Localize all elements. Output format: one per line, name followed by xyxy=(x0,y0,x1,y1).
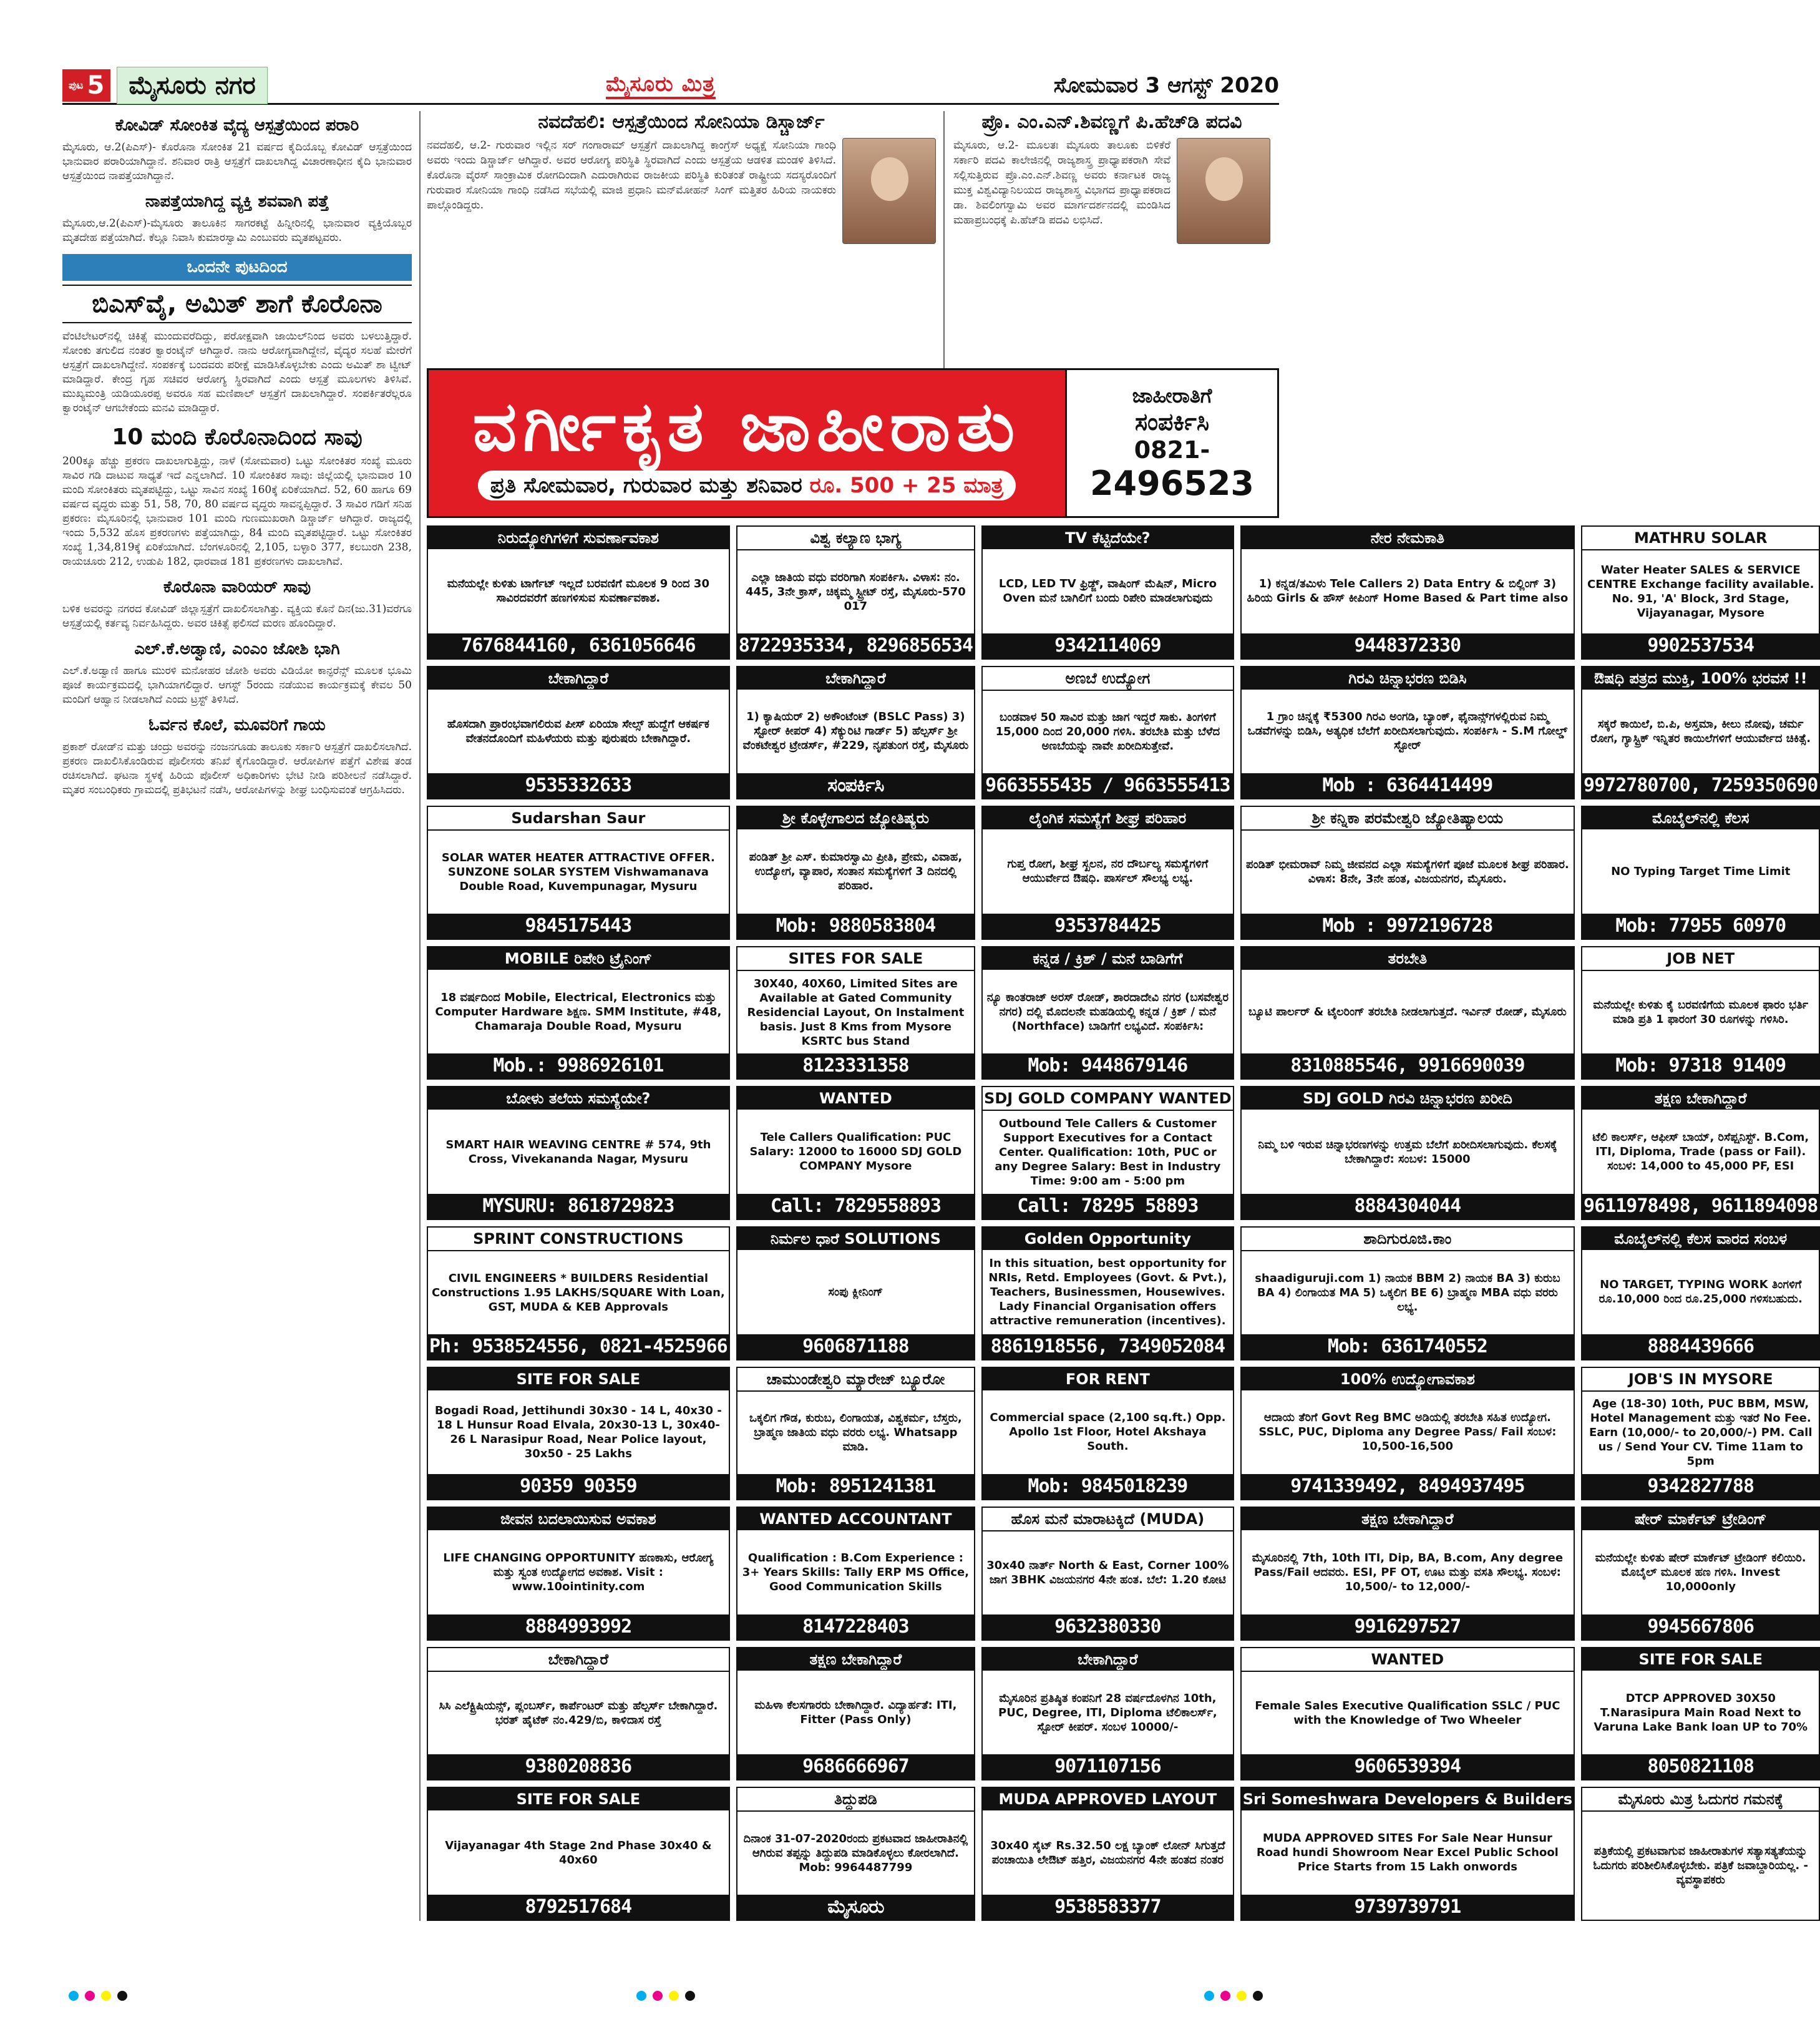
ad-phone: Mob: 9448679146 xyxy=(983,1053,1233,1078)
ad-title: SDJ GOLD ಗಿರವಿ ಚಿನ್ನಾಭರಣ ಖರೀದಿ xyxy=(1242,1087,1574,1110)
classified-ad xyxy=(981,806,1234,940)
ad-body: Outbound Tele Callers & Customer Support Executives for a Contact Center. Qualification: 10th, PUC or any Degree Salary: Best in Industry Time: 9:00 am - 5:00 pm xyxy=(995,1117,1221,1188)
classified-ad xyxy=(736,525,975,660)
classified-ad xyxy=(981,1507,1234,1641)
ad-title: ವಿಶ್ವ ಕಲ್ಯಾಣ ಭಾಗ್ಯ xyxy=(737,527,974,550)
ad-phone: 9353784425 xyxy=(983,914,1233,939)
ad-title: ನಿರುದ್ಯೋಗಿಗಳಿಗೆ ಸುವರ್ಣಾವಕಾಶ xyxy=(428,527,729,549)
classified-ad xyxy=(427,1787,730,1921)
classified-ad xyxy=(1240,806,1575,940)
ad-body: ಮಹಿಳಾ ಕೆಲಸಗಾರರು ಬೇಕಾಗಿದ್ದಾರೆ. ವಿದ್ಯಾರ್ಹತೆ: ITI, Fitter (Pass Only) xyxy=(754,1699,957,1727)
story-text: ಮೈಸೂರು, ಆ.2- ಮೂಲತಃ ಮೈಸೂರು ತಾಲೂಕು ಬಿಳಿಕೆರೆ ಸರ್ಕಾರಿ ಪದವಿ ಕಾಲೇಜಿನಲ್ಲಿ ರಾಜ್ಯಶಾಸ್ತ್ರ ಪ್ರಾಧ್ಯಾಪಕರಾಗಿ ಸೇವೆ ಸಲ್ಲಿಸುತ್ತಿರುವ ಪ್ರೊ.ಎಂ.ಎನ್.ಶಿವಣ್ಣ ಅವರು ಕರ್ನಾಟಕ ರಾಜ್ಯ ಮುಕ್ತ ವಿಶ್ವವಿದ್ಯಾನಿಲಯದ ರಾಜ್ಯಶಾಸ್ತ್ರ ವಿಭಾಗದ ಪ್ರಾಧ್ಯಾಪಕರಾದ ಡಾ. ಶಿವಲಿಂಗಸ್ವಾಮಿ ಅವರ ಮಾರ್ಗದರ್ಶನದಲ್ಲಿ ಮಂಡಿಸಿದ ಮಹಾಪ್ರಬಂಧಕ್ಕೆ ಪಿ.ಹೆಚ್‌ಡಿ ಪದವಿ ಲಭಿಸಿದೆ. xyxy=(953,139,1170,227)
classified-ad xyxy=(427,1086,730,1220)
story-text: ಮೈಸೂರು,ಆ.2(ಪಿಎಸ್)-ಮೈಸೂರು ತಾಲೂಕಿನ ಸಾಗರಕಟ್ಟೆ ಹಿನ್ನೀರಿನಲ್ಲಿ ಭಾನುವಾರ ವ್ಯಕ್ತಿಯೊಬ್ಬರ ಮೃತದೇಹ ಪತ್ತೆಯಾಗಿದೆ. ಕೆಲ್ಲೂ ನಿವಾಸಿ ಕುಮಾರಸ್ವಾಮಿ ಎಂಬುವರು ಮೃತಪಟ್ಟವರು. xyxy=(62,217,412,244)
ad-title: ಗಿರವಿ ಚಿನ್ನಾಭರಣ ಬಿಡಿಸಿ xyxy=(1242,667,1574,690)
ad-phone: 7676844160, 6361056646 xyxy=(428,633,729,658)
ad-title: SITE FOR SALE xyxy=(1582,1648,1819,1671)
classified-ad xyxy=(1581,1086,1820,1220)
ad-body: Water Heater SALES & SERVICE CENTRE Exchange facility available. No. 91, 'A' Block, 3rd Stage, Vijayanagar, Mysore xyxy=(1587,564,1814,620)
story-text: ಮೈಸೂರು, ಆ.2(ಪಿಎಸ್)- ಕೊರೊನಾ ಸೋಂಕಿತ 21 ವರ್ಷದ ಕೈದಿಯೊಬ್ಬ ಕೋವಿಡ್ ಆಸ್ಪತ್ರೆಯಿಂದ ಭಾನುವಾರ ಪರಾರಿಯಾಗಿದ್ದಾನೆ. ಶನಿವಾರ ರಾತ್ರಿ ಆಸ್ಪತ್ರೆಗೆ ದಾಖಲಾಗಿದ್ದ ವಿಚಾರಣಾಧೀನ ಕೈದಿ ಭಾನುವಾರ ಆಸ್ಪತ್ರೆಯಿಂದ ನಾಪತ್ತೆಯಾಗಿದ್ದಾನೆ. xyxy=(62,141,412,182)
story-text: 200ಕ್ಕೂ ಹೆಚ್ಚು ಪ್ರಕರಣ ದಾಖಲಾಗುತ್ತಿದ್ದು, ನಾಳೆ (ಸೋಮವಾರ) ಒಟ್ಟು ಸೋಂಕಿತರ ಸಂಖ್ಯೆ ಮೂರು ಸಾವಿರ ಗಡಿ ದಾಟುವ ಸಾಧ್ಯತೆ ಇದೆ ಎನ್ನಲಾಗಿದೆ. 10 ಸೋಂಕಿತರ ಸಾವು: ಜಿಲ್ಲೆಯಲ್ಲಿ ಭಾನುವಾರ 10 ಮಂದಿ ಸೋಂಕಿತರು ಮೃತಪಟ್ಟಿದ್ದು, ಒಟ್ಟು ಸಾವಿನ ಸಂಖ್ಯೆ 160ಕ್ಕೆ ಏರಿಕೆಯಾಗಿದೆ. 52, 60 ಹಾಗೂ 69 ವರ್ಷದ ವೃದ್ಧರು ಮತ್ತು 51, 58, 70, 80 ವರ್ಷದ ವೃದ್ಧರು ಸಾವನ್ನಪ್ಪಿದ್ದಾರೆ. 3 ಸಾವಿರ ಗಡಿಗೆ ಸನಿಹ ಪ್ರಕರಣ: ಮೈಸೂರಿನಲ್ಲಿ ಭಾನುವಾರ 101 ಮಂದಿ ಗುಣಮುಖರಾಗಿ ಡಿಸ್ಚಾರ್ಜ್ ಆಗಿದ್ದಾರೆ. ರಾಜ್ಯದಲ್ಲಿ ಇಂದು 5,532 ಹೊಸ ಪ್ರಕರಣಗಳು ಪತ್ತೆಯಾಗಿದ್ದು, 84 ಮಂದಿ ಮೃತಪಟ್ಟಿದ್ದಾರೆ. ಒಟ್ಟು ಸೋಂಕಿತರ ಸಂಖ್ಯೆ 1,34,819ಕ್ಕೆ ಏರಿಕೆಯಾಗಿದೆ. ಬೆಂಗಳೂರಿನಲ್ಲಿ 2,105, ಬಳ್ಳಾರಿ 377, ಕಲಬುರಗಿ 238, ರಾಯಚೂರು 212, ಉಡುಪಿ 182, ಧಾರವಾಡ 181 ಪ್ರಕರಣಗಳು ದಾಖಲಾಗಿವೆ. xyxy=(62,455,412,568)
ad-phone: 8884304044 xyxy=(1242,1194,1574,1219)
ad-body: ಮನೆಯಲ್ಲೇ ಕುಳಿತು ಷೇರ್ ಮಾರ್ಕೆಟ್ ಟ್ರೇಡಿಂಗ್ ಕಲಿಯಿರಿ. ಮೊಬೈಲ್ ಮೂಲಕ ಹಣ ಗಳಿಸಿ. Invest 10,000only xyxy=(1595,1551,1806,1593)
story-headline: ಪ್ರೊ. ಎಂ.ಎನ್.ಶಿವಣ್ಣಗೆ ಪಿ.ಹೆಚ್‌ಡಿ ಪದವಿ xyxy=(981,111,1242,133)
news-story xyxy=(953,111,1278,373)
ad-phone: Mob: 8951241381 xyxy=(737,1474,974,1499)
ad-title: Sri Someshwara Developers & Builders xyxy=(1242,1788,1574,1810)
classified-ad xyxy=(736,1086,975,1220)
classified-ad xyxy=(1581,1367,1820,1501)
ad-phone: 9071107156 xyxy=(983,1754,1233,1779)
ad-body: ನಿಮ್ಮ ಬಳಿ ಇರುವ ಚಿನ್ನಾಭರಣಗಳನ್ನು ಉತ್ತಮ ಬೆಲೆಗೆ ಖರೀದಿಸಲಾಗುವುದು. ಕೆಲಸಕ್ಕೆ ಬೇಕಾಗಿದ್ದಾರೆ: ಸಂಬಳ: 15000 xyxy=(1258,1138,1557,1166)
ad-phone: 9663555435 / 9663555413 xyxy=(983,773,1233,798)
story-headline: ನವದೆಹಲಿ: ಆಸ್ಪತ್ರೆಯಿಂದ ಸೋನಿಯಾ ಡಿಸ್ಚಾರ್ಜ್ xyxy=(538,111,825,133)
ad-phone: 9606871188 xyxy=(737,1334,974,1359)
classified-ad xyxy=(1240,525,1575,660)
ad-phone: 9916297527 xyxy=(1242,1614,1574,1639)
news-story xyxy=(62,192,412,245)
ad-phone: 9380208836 xyxy=(428,1754,729,1779)
ad-title: WANTED xyxy=(737,1087,974,1110)
ad-body: ಬಂಡವಾಳ 50 ಸಾವಿರ ಮತ್ತು ಜಾಗ ಇದ್ದರೆ ಸಾಕು. ತಿಂಗಳಿಗೆ 15,000 ದಿಂದ 20,000 ಗಳಿಸಿ. ತರಬೇತಿ ಮತ್ತು ಬೆಳೆದ ಅಣಬೆಯನ್ನು ನಾವೇ ಖರೀದಿಸುತ್ತೇವೆ. xyxy=(995,711,1220,753)
classified-ad xyxy=(1581,806,1820,940)
ad-phone: Ph: 9538524556, 0821-4525966 xyxy=(428,1334,729,1359)
ad-title: FOR RENT xyxy=(983,1368,1233,1390)
news-photo xyxy=(1177,138,1270,244)
ad-body: ಮನೆಯಲ್ಲೇ ಕುಳಿತು ಕೈ ಬರವಣಿಗೆಯ ಮೂಲಕ ಫಾರಂ ಭರ್ತಿ ಮಾಡಿ ಪ್ರತಿ 1 ಫಾರಂಗೆ 30 ರೂಗಳನ್ನು ಗಳಿಸಿರಿ. xyxy=(1593,999,1809,1027)
classified-ad xyxy=(1240,666,1575,800)
ad-title: TV ಕೆಟ್ಟಿದೆಯೇ? xyxy=(983,527,1233,549)
classified-ad xyxy=(1240,1787,1575,1921)
ad-phone: 9741339492, 8494937495 xyxy=(1242,1474,1574,1499)
story-text: ಬಳಿಕ ಅವರನ್ನು ನಗರದ ಕೋವಿಡ್ ಜಿಲ್ಲಾಸ್ಪತ್ರೆಗೆ ದಾಖಲಿಸಲಾಗಿತ್ತು. ವ್ಯಕ್ತಿಯ ಕೊನೆ ದಿನ(ಜು.31)ವರೆಗೂ ಆಸ್ಪತ್ರೆಯಲ್ಲಿ ಕರ್ತವ್ಯ ನಿರ್ವಹಿಸಿದ್ದರು. ಅವರ ಚಿಕಿತ್ಸೆ ಫಲಿಸದೆ ಮರಣ ಹೊಂದಿದ್ದಾರೆ. xyxy=(62,603,412,630)
classified-ad xyxy=(736,1787,975,1921)
ad-phone: Mob: 6361740552 xyxy=(1242,1334,1574,1359)
classified-ad xyxy=(1581,1787,1820,1921)
ad-phone: 8722935334, 8296856534 xyxy=(737,633,974,658)
classified-ad xyxy=(427,1367,730,1501)
classified-ad xyxy=(427,806,730,940)
ad-phone: 9342114069 xyxy=(983,633,1233,658)
classified-ad xyxy=(981,1226,1234,1360)
ad-body: ಗುಪ್ತ ರೋಗ, ಶೀಘ್ರ ಸ್ಖಲನ, ನರ ದೌರ್ಬಲ್ಯ ಸಮಸ್ಯೆಗಳಿಗೆ ಆಯುರ್ವೇದ ಔಷಧಿ. ಪಾರ್ಸಲ್ ಸೌಲಭ್ಯ ಲಭ್ಯ. xyxy=(1007,857,1209,886)
page-label-box xyxy=(62,67,268,104)
ad-body: 18 ವರ್ಷದಿಂದ Mobile, Electrical, Electronics ಮತ್ತು Computer Hardware ಶಿಕ್ಷಣ. SMM Institute, #48, Chamaraja Double Road, Mysuru xyxy=(435,990,722,1033)
ad-phone: Mob : 6364414499 xyxy=(1242,773,1574,798)
ad-phone: Mob: 97318 91409 xyxy=(1582,1053,1819,1078)
classified-ad xyxy=(427,946,730,1080)
ad-body: SOLAR WATER HEATER ATTRACTIVE OFFER. SUNZONE SOLAR SYSTEM Vishwamanava Double Road, Kuvempunagar, Mysuru xyxy=(441,851,715,893)
ad-body: CIVIL ENGINEERS * BUILDERS Residential Constructions 1.95 LAKHS/SQUARE With Loan, GST, MUDA & KEB Approvals xyxy=(432,1271,725,1314)
ad-phone: 9902537534 xyxy=(1582,633,1819,658)
ad-body: ನ್ಯೂ ಕಾಂತರಾಜ್ ಅರಸ್ ರೋಡ್, ಶಾರದಾದೇವಿ ನಗರ (ಬಸವೇಶ್ವರ ನಗರ) ದಲ್ಲಿ ಮೊದಲನೇ ಮಹಡಿಯಲ್ಲಿ ಕನ್ನಡ / ಕ್ರಿಶ್ / ಮನೆ (Northface) ಬಾಡಿಗೆಗೆ ಲಭ್ಯವಿದೆ. ಸಂಪರ್ಕಿಸಿ: xyxy=(986,990,1229,1033)
ad-phone: 9535332633 xyxy=(428,773,729,798)
ad-phone: Mob: 9845018239 xyxy=(983,1474,1233,1499)
ad-title: MUDA APPROVED LAYOUT xyxy=(983,1788,1233,1810)
ad-phone: Call: 78295 58893 xyxy=(983,1194,1233,1219)
left-news-column xyxy=(62,111,412,1921)
ad-body: MUDA APPROVED SITES For Sale Near Hunsur Road hundi Showroom Near Excel Public School Price Starts from 15 Lakh onwords xyxy=(1256,1832,1559,1874)
ad-phone: 8147228403 xyxy=(737,1614,974,1639)
classified-ad xyxy=(1581,1507,1820,1641)
ad-title: ಮೊಬೈಲ್‌ನಲ್ಲಿ ಕೆಲಸ xyxy=(1582,807,1819,829)
ad-title: ಬೇಕಾಗಿದ್ದಾರೆ xyxy=(737,667,974,690)
ad-phone: ಮೈಸೂರು xyxy=(737,1895,974,1920)
ad-phone: 9538583377 xyxy=(983,1895,1233,1920)
print-registration-marks xyxy=(0,1991,1345,2010)
contact-line: ಸಂಪರ್ಕಿಸಿ xyxy=(1134,408,1210,436)
news-story xyxy=(62,716,412,798)
classified-ad xyxy=(427,666,730,800)
ad-title: JOB'S IN MYSORE xyxy=(1582,1368,1819,1392)
page-label: ಪುಟ xyxy=(69,79,84,91)
ad-phone: 9342827788 xyxy=(1582,1474,1819,1499)
ad-phone: MYSURU: 8618729823 xyxy=(428,1194,729,1219)
ad-body: Tele Callers Qualification: PUC Salary: 12000 to 16000 SDJ GOLD COMPANY Mysore xyxy=(749,1131,962,1173)
ad-phone: 8861918556, 7349052084 xyxy=(983,1334,1233,1359)
classified-ad xyxy=(736,806,975,940)
ad-title: Sudarshan Saur xyxy=(428,807,729,831)
ad-phone: Mob: 77955 60970 xyxy=(1582,914,1819,939)
ad-body: Qualification : B.Com Experience : 3+ Years Skills: Tally ERP MS Office, Good Communication Skills xyxy=(742,1551,970,1593)
section-title: ಮೈಸೂರು ನಗರ xyxy=(117,67,267,104)
ad-phone: 8310885546, 9916690039 xyxy=(1242,1053,1574,1078)
ad-body: ಮೈಸೂರಿನಲ್ಲಿ 7th, 10th ITI, Dip, BA, B.com, Any degree Pass/Fail ಆದವರು. ESI, PF OT, ಊಟ ಮತ್ತು ವಸತಿ ಸೌಲಭ್ಯ. ಸಂಬಳ: 10,500/- to 12,000/- xyxy=(1252,1551,1564,1593)
classified-ad xyxy=(736,1507,975,1641)
ad-body: ಪಂಡಿತ್ ಭೀಮರಾವ್ ನಿಮ್ಮ ಜೀವನದ ಎಲ್ಲಾ ಸಮಸ್ಯೆಗಳಿಗೆ ಪೂಜೆ ಮೂಲಕ ಶೀಘ್ರ ಪರಿಹಾರ. ವಿಳಾಸ: 8ನೇ, 3ನೇ ಹಂತ, ವಿಜಯನಗರ, ಮೈಸೂರು. xyxy=(1246,858,1569,886)
classified-ad xyxy=(736,1647,975,1781)
ad-phone: Call: 7829558893 xyxy=(737,1194,974,1219)
ad-title: ಔಷಧಿ ಪತ್ರದ ಮುಕ್ತಿ, 100% ಭರವಸೆ !! xyxy=(1582,667,1819,690)
ad-body: DTCP APPROVED 30X50 T.Narasipura Main Road Next to Varuna Lake Bank loan UP to 70% xyxy=(1594,1691,1808,1734)
ad-body: shaadiguruji.com 1) ನಾಯಕ BBM 2) ನಾಯಕ BA 3) ಕುರುಬ BA 4) ಲಿಂಗಾಯತ MA 5) ಒಕ್ಕಲಿಗ BE 6) ಬ್ರಾಹ್ಮಣ MBA ವಧು ವರರು ಲಭ್ಯ. xyxy=(1255,1271,1560,1314)
classified-ad xyxy=(1581,1226,1820,1360)
ad-body: ಮೈಸೂರಿನ ಪ್ರತಿಷ್ಠಿತ ಕಂಪನಿಗೆ 28 ವರ್ಷದೊಳಗಿನ 10th, PUC, Degree, ITI, Diploma ಟೆಲಿಕಾಲರ್ಸ್, ಸ್ಟೋರ್ ಕೀಪರ್. ಸಂಬಳ 10000/- xyxy=(998,1691,1217,1734)
ad-title: ಜೀವನ ಬದಲಾಯಿಸುವ ಅವಕಾಶ xyxy=(428,1508,729,1530)
classified-contact xyxy=(1065,370,1277,516)
contact-line: ಜಾಹೀರಾತಿಗೆ xyxy=(1132,383,1212,408)
classified-ad xyxy=(981,1367,1234,1501)
ad-phone: 9632380330 xyxy=(983,1614,1233,1639)
ad-body: ಬ್ಯೂಟಿ ಪಾರ್ಲರ್ & ಟೈಲರಿಂಗ್ ತರಬೇತಿ ನೀಡಲಾಗುತ್ತದೆ. ಇರ್ವಿನ್ ರೋಡ್, ಮೈಸೂರು xyxy=(1248,1005,1567,1018)
page-number: 5 xyxy=(87,71,105,100)
classified-ad xyxy=(736,946,975,1080)
classified-ad xyxy=(1581,1647,1820,1781)
classified-ad xyxy=(427,1647,730,1781)
ad-title: ಚಾಮುಂಡೇಶ್ವರಿ ಮ್ಯಾರೇಜ್ ಬ್ಯೂರೋ xyxy=(737,1368,974,1392)
ad-title: MOBILE ರಿಪೇರಿ ಟ್ರೈನಿಂಗ್ xyxy=(428,947,729,970)
classified-ad xyxy=(1240,946,1575,1080)
ad-title: ತಕ್ಷಣ ಬೇಕಾಗಿದ್ದಾರೆ xyxy=(1582,1087,1819,1110)
ad-phone: 8884439666 xyxy=(1582,1334,1819,1359)
ad-title: ಬೇಕಾಗಿದ್ದಾರೆ xyxy=(428,667,729,690)
classified-subtitle xyxy=(478,471,1016,501)
ad-phone: 9448372330 xyxy=(1242,633,1574,658)
ad-body: ಪಂಡಿತ್ ಶ್ರೀ ಎಸ್. ಕುಮಾರಸ್ವಾಮಿ ಪ್ರೀತಿ, ಪ್ರೇಮ, ವಿವಾಹ, ಉದ್ಯೋಗ, ವ್ಯಾಪಾರ, ಸಂತಾನ ಸಮಸ್ಯೆಗಳಿಗೆ 3 ದಿನದಲ್ಲಿ ಪರಿಹಾರ. xyxy=(749,850,963,892)
ad-title: ತರಬೇತಿ xyxy=(1242,947,1574,970)
classified-ad xyxy=(981,1647,1234,1781)
ad-title: ಅಣಬೆ ಉದ್ಯೋಗ xyxy=(983,667,1233,691)
ad-title: WANTED xyxy=(1242,1648,1574,1672)
ad-title: ಶ್ರೀ ಕೊಳ್ಳೇಗಾಲದ ಜ್ಯೋತಿಷ್ಯರು xyxy=(737,807,974,829)
ad-body: LCD, LED TV ಫ್ರಿಡ್ಜ್, ವಾಷಿಂಗ್ ಮೆಷಿನ್, Micro Oven ಮನೆ ಬಾಗಿಲಿಗೆ ಬಂದು ರಿಪೇರಿ ಮಾಡಲಾಗುವುದು xyxy=(998,577,1217,605)
ad-body: ಒಕ್ಕಲಿಗ ಗೌಡ, ಕುರುಬ, ಲಿಂಗಾಯತ, ವಿಶ್ವಕರ್ಮ, ಬೆಸ್ತರು, ಬ್ರಾಹ್ಮಣ ಜಾತಿಯ ವಧು ವರರು ಲಭ್ಯ. Whatsapp ಮಾಡಿ. xyxy=(749,1412,962,1454)
classified-ad xyxy=(427,525,730,660)
ad-title: ಬೇಕಾಗಿದ್ದಾರೆ xyxy=(983,1648,1233,1671)
ad-body: ಟೆಲಿ ಕಾಲರ್ಸ್, ಆಫೀಸ್ ಬಾಯ್, ರಿಸೆಪ್ಷನಿಸ್ಟ್. B.Com, ITI, Diploma, Trade (pass or Fail). ಸಂಬಳ: 14,000 to 45,000 PF, ESI xyxy=(1592,1131,1809,1173)
ad-title: ಶ್ರೀ ಕನ್ನಿಕಾ ಪರಮೇಶ್ವರಿ ಜ್ಯೋತಿಷ್ಯಾಲಯ xyxy=(1242,807,1574,831)
classified-ad xyxy=(427,1226,730,1360)
ad-phone: 8123331358 xyxy=(737,1053,974,1078)
classified-ad xyxy=(981,946,1234,1080)
classified-banner xyxy=(427,368,1279,518)
ad-title: ಲೈಂಗಿಕ ಸಮಸ್ಯೆಗೆ ಶೀಘ್ರ ಪರಿಹಾರ xyxy=(983,807,1233,829)
contact-phone: 2496523 xyxy=(1089,463,1254,503)
masthead xyxy=(62,67,1279,105)
ad-body: ಸಿಸಿ ಎಲೆಕ್ಟ್ರಿಷಿಯನ್ಸ್, ಪ್ಲಂಬರ್ಸ್, ಕಾರ್ಪೆಂಟರ್ ಮತ್ತು ಹೆಲ್ಪರ್ಸ್ ಬೇಕಾಗಿದ್ದಾರೆ. ಭರತ್ ಹೈಟೆಕ್ ನಂ.429/ಬಿ, ಕಾಳಿದಾಸ ರಸ್ತೆ xyxy=(439,1699,718,1727)
ad-phone: 8792517684 xyxy=(428,1895,729,1920)
ad-body: SMART HAIR WEAVING CENTRE # 574, 9th Cross, Vivekananda Nagar, Mysuru xyxy=(445,1138,711,1166)
story-text: ಪ್ರಕಾಶ್ ರೋಡ್‌ನ ಮತ್ತು ಚಂದ್ರು ಅವರನ್ನು ನಂಜನಗೂಡು ತಾಲೂಕು ಸರ್ಕಾರಿ ಆಸ್ಪತ್ರೆಗೆ ದಾಖಲಿಸಲಾಗಿದೆ. ಪ್ರಕರಣ ದಾಖಲಿಸಿಕೊಂಡಿರುವ ಪೊಲೀಸರು ತನಿಖೆ ಕೈಗೊಂಡಿದ್ದಾರೆ. ಆರೋಪಿಗಳ ಪತ್ತೆಗೆ ವಿಶೇಷ ತಂಡ ರಚಿಸಲಾಗಿದೆ. ಘಟನಾ ಸ್ಥಳಕ್ಕೆ ಹಿರಿಯ ಪೊಲೀಸ್ ಅಧಿಕಾರಿಗಳು ಭೇಟಿ ನೀಡಿ ಪರಿಶೀಲನೆ ನಡೆಸಿದ್ದಾರೆ. ಮೃತರ ಸಂಬಂಧಿಕರು ಗ್ರಾಮದಲ್ಲಿ ಪ್ರತಿಭಟನೆ ನಡೆಸಿ, ಆರೋಪಿಗಳನ್ನು ಶೀಘ್ರ ಬಂಧಿಸುವಂತೆ ಆಗ್ರಹಿಸಿದರು. xyxy=(62,741,412,796)
ad-body: ಪತ್ರಿಕೆಯಲ್ಲಿ ಪ್ರಕಟವಾಗುವ ಜಾಹೀರಾತುಗಳ ಸತ್ಯಾಸತ್ಯತೆಯನ್ನು ಓದುಗರು ಪರಿಶೀಲಿಸಿಕೊಳ್ಳಬೇಕು. ಪತ್ರಿಕೆ ಜವಾಬ್ದಾರಿಯಲ್ಲ. - ವ್ಯವಸ್ಥಾಪಕರು xyxy=(1593,1845,1808,1887)
story-headline: ಬಿಎಸ್‌ವೈ, ಅಮಿತ್ ಶಾಗೆ ಕೊರೊನಾ xyxy=(62,285,412,323)
ad-title: ಬೇಕಾಗಿದ್ದಾರೆ xyxy=(428,1648,729,1672)
contact-line: 0821- xyxy=(1134,436,1210,464)
classified-banner-main xyxy=(429,370,1065,516)
story-headline: ಓರ್ವನ ಕೊಲೆ, ಮೂವರಿಗೆ ಗಾಯ xyxy=(148,716,326,735)
classified-ad xyxy=(1240,1647,1575,1781)
story-text: ನವದೆಹಲಿ, ಆ.2- ಗುರುವಾರ ಇಲ್ಲಿನ ಸರ್ ಗಂಗಾರಾಮ್ ಆಸ್ಪತ್ರೆಗೆ ದಾಖಲಾಗಿದ್ದ ಕಾಂಗ್ರೆಸ್ ಅಧ್ಯಕ್ಷೆ ಸೋನಿಯಾ ಗಾಂಧಿ ಅವರು ಇಂದು ಡಿಸ್ಚಾರ್ಜ್ ಆಗಿದ್ದಾರೆ. ಅವರ ಆರೋಗ್ಯ ಪರಿಸ್ಥಿತಿ ಸ್ಥಿರವಾಗಿದೆ ಎಂದು ಆಸ್ಪತ್ರೆಯ ಆಡಳಿತ ಮಂಡಳಿ ತಿಳಿಸಿದೆ. ಕೊರೊನಾ ವೈರಸ್ ಸಾಂಕ್ರಾಮಿಕ ರೋಗದಿಂದಾಗಿ ಎದುರಾಗಿರುವ ರಾಜಕೀಯ ಪರಿಸ್ಥಿತಿ ಕುರಿತಂತೆ ರಾಷ್ಟ್ರೀಯ ಸದಸ್ಯರೊಂದಿಗೆ ಗುರುವಾರ ಸೋನಿಯಾ ಗಾಂಧಿ ನಡೆಸಿದ ಸಭೆಯಲ್ಲಿ ಮಾಜಿ ಪ್ರಧಾನಿ ಮನ್‌ಮೋಹನ್ ಸಿಂಗ್ ಮತ್ತಿತರ ಹಿರಿಯ ನಾಯಕರು ಪಾಲ್ಗೊಂಡಿದ್ದರು. xyxy=(427,139,836,212)
paper-name: ಮೈಸೂರು ಮಿತ್ರ xyxy=(606,72,716,99)
classified-ad xyxy=(1240,1367,1575,1501)
ad-title: WANTED ACCOUNTANT xyxy=(737,1508,974,1530)
classified-ad xyxy=(981,525,1234,660)
ad-body: Bogadi Road, Jettihundi 30x30 - 14 L, 40x30 - 18 L Hunsur Road Elvala, 20x30-13 L, 30x40- 26 L Narasipur Road, Near Police layout, 30x50 - 25 Lakhs xyxy=(434,1404,722,1460)
classified-ad xyxy=(1240,1086,1575,1220)
ad-phone: 90359 90359 xyxy=(428,1474,729,1499)
ad-body: 30x40 ಸೈಟ್ Rs.32.50 ಲಕ್ಷ ಬ್ಯಾಂಕ್ ಲೋನ್ ಸಿಗುತ್ತದೆ ಪಂಚಾಯಿತಿ ಲೇಔಟ್ ಹತ್ತಿರ, ವಿಜಯನಗರ 4ನೇ ಹಂತದ ನಂತರ xyxy=(990,1839,1225,1867)
page-number-badge xyxy=(62,69,110,102)
ad-body: LIFE CHANGING OPPORTUNITY ಹಣಕಾಸು, ಆರೋಗ್ಯ ಮತ್ತು ಸ್ವಂತ ಉದ್ಯೋಗದ ಅವಕಾಶ. Visit : www.10ointinity.com xyxy=(443,1551,714,1593)
news-photo xyxy=(842,138,936,244)
ad-body: ಆದಾಯ ತೆರಿಗೆ Govt Reg BMC ಅಡಿಯಲ್ಲಿ ತರಬೇತಿ ಸಹಿತ ಉದ್ಯೋಗ. SSLC, PUC, Diploma any Degree Pass/ Fail ಸಂಬಳ: 10,500-16,500 xyxy=(1258,1411,1557,1453)
ad-body: ದಿನಾಂಕ 31-07-2020ರಂದು ಪ್ರಕಟವಾದ ಜಾಹೀರಾತಿನಲ್ಲಿ ಆಗಿರುವ ತಪ್ಪನ್ನು ತಿದ್ದುಪಡಿ ಮಾಡಿಕೊಳ್ಳಲು ಕೋರಲಾಗಿದೆ. Mob: 9964487799 xyxy=(743,1832,968,1875)
ad-body: NO TARGET, TYPING WORK ತಿಂಗಳಿಗೆ ರೂ.10,000 ರಿಂದ ರೂ.25,000 ಗಳಿಸಬಹುದು. xyxy=(1599,1278,1803,1306)
ad-phone: 8884993992 xyxy=(428,1614,729,1639)
top-news-row xyxy=(427,111,1279,373)
classified-ad xyxy=(1240,1226,1575,1360)
ad-body: Vijayanagar 4th Stage 2nd Phase 30x40 & 40x60 xyxy=(445,1839,712,1867)
ad-phone: 9611978498, 9611894098 xyxy=(1582,1194,1819,1219)
ad-title: ತಕ್ಷಣ ಬೇಕಾಗಿದ್ದಾರೆ xyxy=(1242,1508,1574,1530)
ad-body: ಹೊಸದಾಗಿ ಪ್ರಾರಂಭವಾಗಲಿರುವ ಪೀಸ್ ಏರಿಯಾ ಸೇಲ್ಸ್ ಹುದ್ದೆಗೆ ಆಕರ್ಷಕ ವೇತನದೊಂದಿಗೆ ಮಹಿಳೆಯರು ಮತ್ತು ಪುರುಷರು ಬೇಕಾಗಿದ್ದಾರೆ. xyxy=(447,717,709,745)
ad-title: JOB NET xyxy=(1582,947,1819,971)
ad-title: ಬೋಳು ತಲೆಯ ಸಮಸ್ಯೆಯೇ? xyxy=(428,1087,729,1110)
ad-title: ಹೊಸ ಮನೆ ಮಾರಾಟಕ್ಕಿದೆ (MUDA) xyxy=(983,1508,1233,1531)
ad-phone: 9945667806 xyxy=(1582,1614,1819,1639)
column-divider xyxy=(419,111,421,1921)
classified-ad xyxy=(427,1507,730,1641)
ad-title: SITES FOR SALE xyxy=(737,947,974,971)
classified-ad xyxy=(1581,525,1820,660)
ad-title: ಮೊಬೈಲ್‌ನಲ್ಲಿ ಕೆಲಸ ವಾರದ ಸಂಬಳ xyxy=(1582,1228,1819,1250)
classified-price: ರೂ. 500 + 25 ಮಾತ್ರ xyxy=(809,473,1004,498)
color-dots xyxy=(69,1991,127,2001)
ad-phone: 9739739791 xyxy=(1242,1895,1574,1920)
dateline: ಸೋಮವಾರ 3 ಆಗಸ್ಟ್ 2020 xyxy=(1053,72,1279,98)
ad-title: ತಕ್ಷಣ ಬೇಕಾಗಿದ್ದಾರೆ xyxy=(737,1648,974,1671)
color-dots xyxy=(1204,1991,1263,2001)
classified-ad xyxy=(981,1086,1234,1220)
ad-title: SDJ GOLD COMPANY WANTED xyxy=(983,1087,1233,1111)
story-text: ವೆಂಟಿಲೇಟರ್‌ನಲ್ಲಿ ಚಿಕಿತ್ಸೆ ಮುಂದುವರೆದಿದ್ದು, ಪರೋಕ್ಷವಾಗಿ ಜಾಯಿಲ್‌ನಿಂದ ಅವರು ಬಳಲುತ್ತಿದ್ದಾರೆ. ಸೋಂಕು ತಗುಲಿದ ನಂತರ ಕ್ವಾರಂಟೈನ್ ಆಗಿದ್ದಾರೆ. ನಾನು ಆರೋಗ್ಯವಾಗಿದ್ದೇನೆ, ವೈದ್ಯರ ಸಲಹೆ ಮೇರೆಗೆ ಆಸ್ಪತ್ರೆಗೆ ದಾಖಲಾಗಿದ್ದೇನೆ. ಸಂಪರ್ಕಕ್ಕೆ ಬಂದವರು ಪರೀಕ್ಷೆ ಮಾಡಿಸಿಕೊಳ್ಳಬೇಕು ಎಂದು ಅಮಿತ್ ಶಾ ಟ್ವೀಟ್ ಮಾಡಿದ್ದಾರೆ. ಕೇಂದ್ರ ಗೃಹ ಸಚಿವರ ಆರೋಗ್ಯ ಸ್ಥಿರವಾಗಿದೆ ಎಂದು ಆಸ್ಪತ್ರೆ ಮೂಲಗಳು ತಿಳಿಸಿವೆ. ಮುಖ್ಯಮಂತ್ರಿ ಯಡಿಯೂರಪ್ಪ ಅವರೂ ಸಹ ಮಣಿಪಾಲ್ ಆಸ್ಪತ್ರೆಗೆ ದಾಖಲಾಗಿದ್ದಾರೆ. ಸಂಪರ್ಕಿತರೆಲ್ಲರೂ ಕ್ವಾರಂಟೈನ್ ಆಗಬೇಕೆಂದು ಮನವಿ ಮಾಡಿದ್ದಾರೆ. xyxy=(62,330,412,414)
ad-title: SITE FOR SALE xyxy=(428,1788,729,1810)
ad-body: ಸಂಪು ಕ್ಲೀನಿಂಗ್ xyxy=(828,1285,883,1299)
ad-title: ನೇರ ನೇಮಕಾತಿ xyxy=(1242,527,1574,549)
classified-ads-grid xyxy=(427,525,1818,1921)
ad-body: 1) ಕನ್ನಡ/ತಮಿಳು Tele Callers 2) Data Entry & ಬಿಲ್ಲಿಂಗ್ 3) ಹಿರಿಯ Girls & ಹೌಸ್ ಕೀಪಿಂಗ್ Home Based & Part time also xyxy=(1247,577,1569,605)
classified-ad xyxy=(1240,1507,1575,1641)
ad-body: 1 ಗ್ರಾಂ ಚಿನ್ನಕ್ಕೆ ₹5300 ಗಿರವಿ ಅಂಗಡಿ, ಬ್ಯಾಂಕ್, ಫೈನಾನ್ಸ್‌ಗಳಲ್ಲಿರುವ ನಿಮ್ಮ ಒಡವೆಗಳನ್ನು ಬಿಡಿಸಿ, ಅತ್ಯಧಿಕ ಬೆಲೆಗೆ ಖರೀದಿಸಲಾಗುವುದು. ಸಂಪರ್ಕಿಸಿ - S.M ಗೋಲ್ಡ್ ಸ್ಟೋರ್ xyxy=(1247,710,1568,753)
news-story xyxy=(62,116,412,183)
ad-phone: 9845175443 xyxy=(428,914,729,939)
ad-title: MATHRU SOLAR xyxy=(1582,527,1819,550)
ad-phone: ಸಂಪರ್ಕಿಸಿ xyxy=(737,773,974,798)
ad-title: ಮೈಸೂರು ಮಿತ್ರ ಓದುಗರ ಗಮನಕ್ಕೆ xyxy=(1582,1788,1819,1812)
story-headline: 10 ಮಂದಿ ಕೊರೊನಾದಿಂದ ಸಾವು xyxy=(112,424,363,450)
classified-ad xyxy=(981,1787,1234,1921)
ad-phone: Mob : 9972196728 xyxy=(1242,914,1574,939)
news-story xyxy=(62,285,412,416)
story-headline: ಎಲ್.ಕೆ.ಅಡ್ವಾಣಿ, ಎಂಎಂ ಜೋಶಿ ಭಾಗಿ xyxy=(134,640,340,658)
news-story xyxy=(62,640,412,707)
ad-body: Commercial space (2,100 sq.ft.) Opp. Apollo 1st Floor, Hotel Akshaya South. xyxy=(990,1411,1226,1453)
ad-body: 30x40 ನಾರ್ತ್ North & East, Corner 100% ಜಾಗ 3BHK ವಿಜಯನಗರ 4ನೇ ಹಂತ. ಬೆಲೆ: 1.20 ಕೋಟಿ xyxy=(986,1559,1229,1587)
color-dots xyxy=(636,1991,695,2001)
news-story xyxy=(62,424,412,569)
story-text: ಎಲ್.ಕೆ.ಅಡ್ವಾಣಿ ಹಾಗೂ ಮುರಳಿ ಮನೋಹರ ಜೋಶಿ ಅವರು ವಿಡಿಯೋ ಕಾನ್ಫರೆನ್ಸ್ ಮೂಲಕ ಭೂಮಿ ಪೂಜೆ ಕಾರ್ಯಕ್ರಮದಲ್ಲಿ ಭಾಗಿಯಾಗಲಿದ್ದಾರೆ. ಆಗಸ್ಟ್ 5ರಂದು ನಡೆಯುವ ಕಾರ್ಯಕ್ರಮಕ್ಕೆ ಕೇವಲ 50 ಮಂದಿಗೆ ಆಹ್ವಾನ ನೀಡಲಾಗಿದೆ ಎಂದು ಟ್ರಸ್ಟ್ ತಿಳಿಸಿದೆ. xyxy=(62,665,412,706)
classified-ad xyxy=(1581,666,1820,800)
ad-phone: 8050821108 xyxy=(1582,1754,1819,1779)
ad-body: ಮನೆಯಲ್ಲೇ ಕುಳಿತು ಟಾರ್ಗೆಟ್ ಇಲ್ಲದೆ ಬರವಣಿಗೆ ಮೂಲಕ 9 ರಿಂದ 30 ಸಾವಿರದವರೆಗೆ ಹಣಗಳಿಸುವ ಸುವರ್ಣಾವಕಾಶ. xyxy=(447,577,709,605)
ad-title: ತಿದ್ದುಪಡಿ xyxy=(737,1788,974,1812)
ad-body: In this situation, best opportunity for NRIs, Retd. Employees (Govt. & Pvt.), Teachers, Businessmen, Housewives. Lady Financial Organisation offers attractive remuneration (incentives). xyxy=(988,1256,1227,1327)
ad-title: 100% ಉದ್ಯೋಗಾವಕಾಶ xyxy=(1242,1368,1574,1390)
ad-body: ಸಕ್ಕರೆ ಕಾಯಿಲೆ, ಬಿ.ಪಿ, ಅಸ್ತಮಾ, ಕೀಲು ನೋವು, ಚರ್ಮ ರೋಗ, ಗ್ಯಾಸ್ಟ್ರಿಕ್ ಇನ್ನಿತರ ಕಾಯಿಲೆಗಳಿಗೆ ಆಯುರ್ವೇದ ಚಿಕಿತ್ಸೆ. xyxy=(1590,717,1811,745)
ad-title: ನಿರ್ಮಲ ಧಾರೆ SOLUTIONS xyxy=(737,1228,974,1250)
ad-phone: Mob.: 9986926101 xyxy=(428,1053,729,1078)
classified-ad xyxy=(1581,946,1820,1080)
ad-title: Golden Opportunity xyxy=(983,1228,1233,1250)
ad-body: 30X40, 40X60, Limited Sites are Available at Gated Community Residencial Layout, On Instalment basis. Just 8 Kms from Mysore KSRTC bus Stand xyxy=(747,977,965,1048)
ad-body: 1) ಕ್ಯಾಷಿಯರ್ 2) ಅಕೌಂಟೆಂಟ್ (BSLC Pass) 3) ಸ್ಟೋರ್ ಕೀಪರ್ 4) ಸೆಕ್ಯುರಿಟಿ ಗಾರ್ಡ್ 5) ಹೆಲ್ಪರ್ಸ್ ಶ್ರೀ ವೆಂಕಟೇಶ್ವರ ಟ್ರೇಡರ್ಸ್, #229, ನೃಪತುಂಗ ರಸ್ತೆ, ಮೈಸೂರು xyxy=(742,710,969,753)
ad-phone: 9972780700, 7259350690 xyxy=(1582,773,1819,798)
classified-ad xyxy=(736,1367,975,1501)
ad-body: NO Typing Target Time Limit xyxy=(1611,864,1791,878)
ad-title: ಷೇರ್ ಮಾರ್ಕೆಟ್ ಟ್ರೇಡಿಂಗ್ xyxy=(1582,1508,1819,1530)
classified-ad xyxy=(736,1226,975,1360)
ad-body: Female Sales Executive Qualification SSLC / PUC with the Knowledge of Two Wheeler xyxy=(1255,1699,1560,1727)
news-story xyxy=(427,111,945,373)
ad-body: Age (18-30) 10th, PUC BBM, MSW, Hotel Management ಮತ್ತು ಇತರೆ No Fee. Earn (10,000/- to 20,000/-) PM. Call us / Send Your CV. Time 11am to 5pm xyxy=(1589,1397,1813,1468)
story-headline: ನಾಪತ್ತೆಯಾಗಿದ್ದ ವ್ಯಕ್ತಿ ಶವವಾಗಿ ಪತ್ತೆ xyxy=(145,192,329,211)
ad-title: ಶಾದಿಗುರೂಜಿ.ಕಾಂ xyxy=(1242,1228,1574,1251)
ad-title: SITE FOR SALE xyxy=(428,1368,729,1390)
ad-title: ಕನ್ನಡ / ಕ್ರಿಶ್ / ಮನೆ ಬಾಡಿಗೆಗೆ xyxy=(983,947,1233,970)
classified-days: ಪ್ರತಿ ಸೋಮವಾರ, ಗುರುವಾರ ಮತ್ತು ಶನಿವಾರ xyxy=(490,473,802,498)
continued-strip: ಒಂದನೇ ಪುಟದಿಂದ xyxy=(62,254,412,281)
ad-title: SPRINT CONSTRUCTIONS xyxy=(428,1228,729,1251)
classified-title: ವರ್ಗೀಕೃತ ಜಾಹೀರಾತು xyxy=(472,386,1021,466)
story-headline: ಕೊರೊನಾ ವಾರಿಯರ್ ಸಾವು xyxy=(163,578,311,597)
ad-body: ಎಲ್ಲಾ ಜಾತಿಯ ವಧು ವರರಿಗಾಗಿ ಸಂಪರ್ಕಿಸಿ. ವಿಳಾಸ: ನಂ. 445, 3ನೇ ಕ್ರಾಸ್, ಚಿಕ್ಕಮ್ಮ ಸ್ಟ್ರೀಟ್ ರಸ್ತೆ, ಮೈಸೂರು-570 017 xyxy=(746,570,966,613)
ad-phone: 9686666967 xyxy=(737,1754,974,1779)
news-story xyxy=(62,578,412,631)
classified-ad xyxy=(981,666,1234,800)
classified-ad xyxy=(736,666,975,800)
ad-phone: 9606539394 xyxy=(1242,1754,1574,1779)
ad-phone: Mob: 9880583804 xyxy=(737,914,974,939)
story-headline: ಕೋವಿಡ್ ಸೋಂಕಿತ ವೈದ್ಯ ಆಸ್ಪತ್ರೆಯಿಂದ ಪರಾರಿ xyxy=(115,116,359,135)
